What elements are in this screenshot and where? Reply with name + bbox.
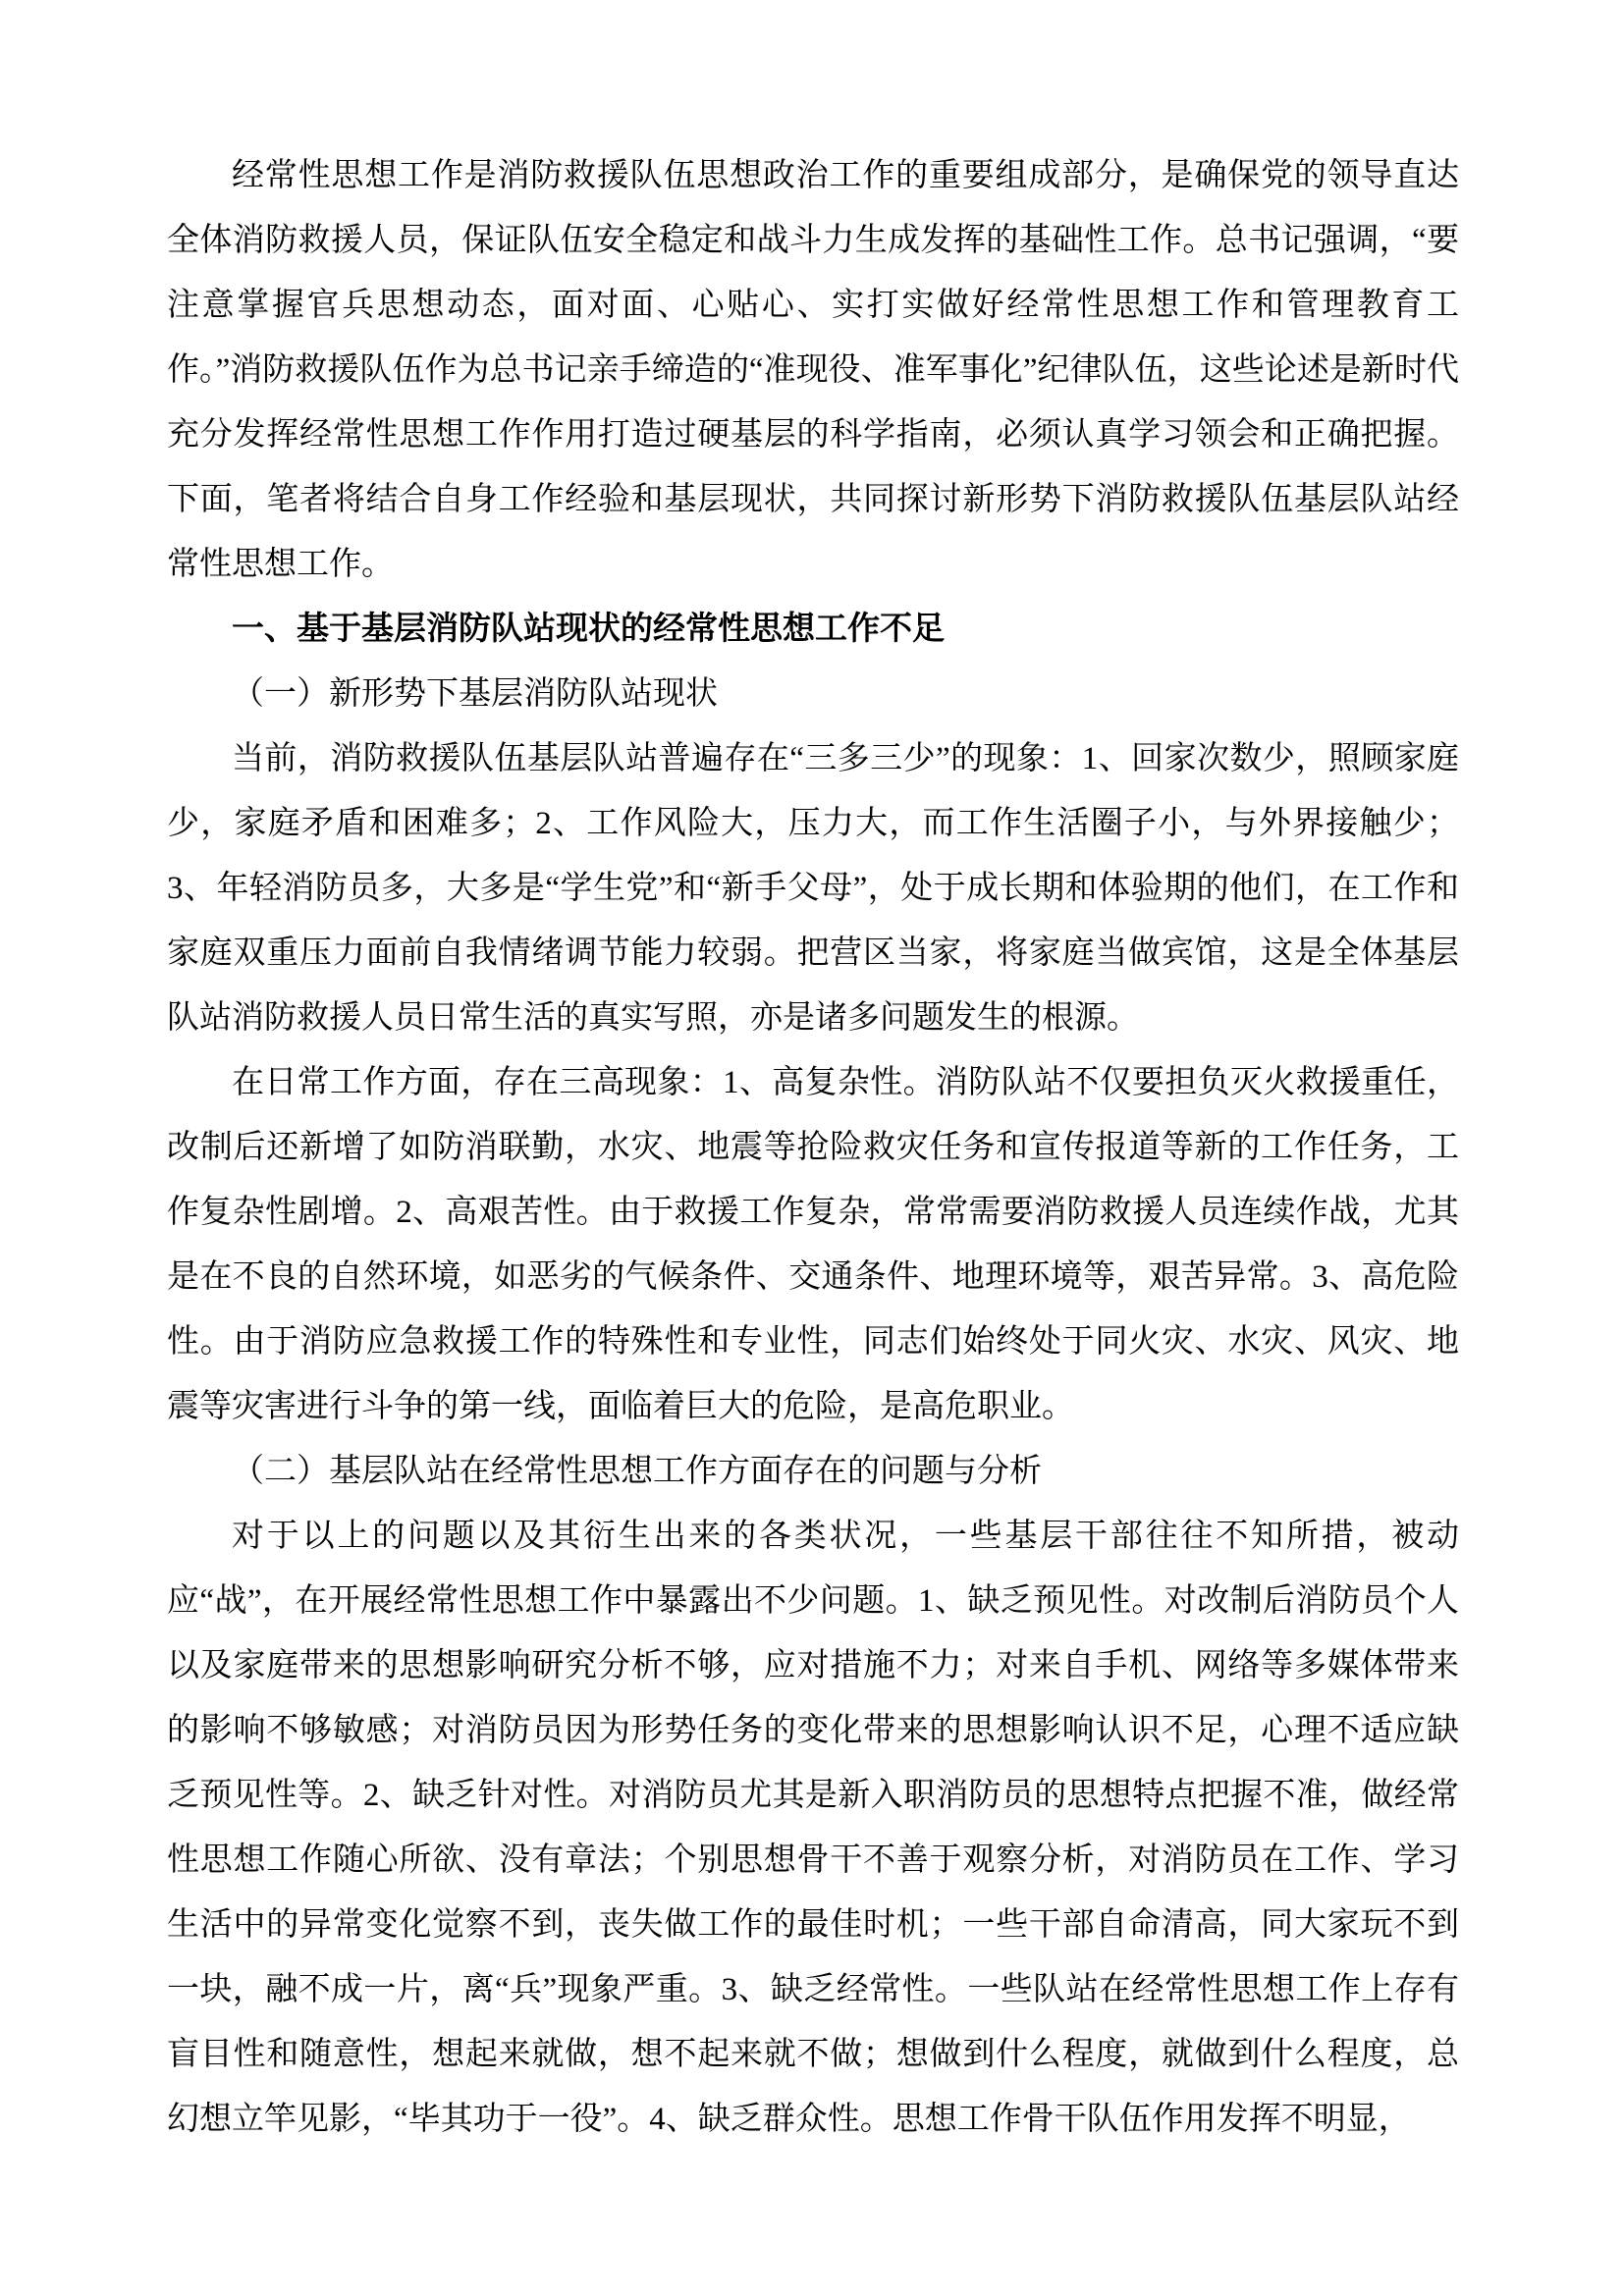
subsection-heading-1-2: （二）基层队站在经常性思想工作方面存在的问题与分析 [232,1454,1042,1489]
paragraph-intro: 经常性思想工作是消防救援队伍思想政治工作的重要组成部分，是确保党的领导直达全体消防救援人员，保证队伍安全稳定和战斗力生成发挥的基础性工作。总书记强调，“要注意掌握官兵思想动态，面对面、心贴心、实打实做好经常性思想工作和管理教育工作。”消防救援队伍作为总书记亲手缔造的“准现役、准军事化”纪律队伍，这些论述是新时代充分发挥经常性思想工作作用打造过硬基层的科学指南，必须认真学习领会和正确把握。下面，笔者将结合自身工作经验和基层现状，共同探讨新形势下消防救援队伍基层队站经常性思想工作。 [167,158,1459,582]
subsection-heading-1-1: （一）新形势下基层消防队站现状 [232,676,718,712]
paragraph-daily-work: 在日常工作方面，存在三高现象：1、高复杂性。消防队站不仅要担负灭火救援重任，改制后还新增了如防消联勤，水灾、地震等抢险救灾任务和宣传报道等新的工作任务，工作复杂性剧增。2、高艰苦性。由于救援工作复杂，常常需要消防救援人员连续作战，尤其是在不良的自然环境，如恶劣的气候条件、交通条件、地理环境等，艰苦异常。3、高危险性。由于消防应急救援工作的特殊性和专业性，同志们始终处于同火灾、水灾、风灾、地震等灾害进行斗争的第一线，面临着巨大的危险，是高危职业。 [167,1065,1459,1424]
paragraph-problems-analysis: 对于以上的问题以及其衍生出来的各类状况，一些基层干部往往不知所措，被动应“战”，在开展经常性思想工作中暴露出不少问题。1、缺乏预见性。对改制后消防员个人以及家庭带来的思想影响研究分析不够，应对措施不力；对来自手机、网络等多媒体带来的影响不够敏感；对消防员因为形势任务的变化带来的思想影响认识不足，心理不适应缺乏预见性等。2、缺乏针对性。对消防员尤其是新入职消防员的思想特点把握不准，做经常性思想工作随心所欲、没有章法；个别思想骨干不善于观察分析，对消防员在工作、学习生活中的异常变化觉察不到，丧失做工作的最佳时机；一些干部自命清高，同大家玩不到一块，融不成一片，离“兵”现象严重。3、缺乏经常性。一些队站在经常性思想工作上存有盲目性和随意性，想起来就做，想不起来就不做；想做到什么程度，就做到什么程度，总幻想立竿见影，“毕其功于一役”。4、缺乏群众性。思想工作骨干队伍作用发挥不明显， [167,1519,1459,2137]
section-heading-1: 一、基于基层消防队站现状的经常性思想工作不足 [232,612,945,647]
paragraph-station-status: 当前，消防救援队伍基层队站普遍存在“三多三少”的现象：1、回家次数少，照顾家庭少，家庭矛盾和困难多；2、工作风险大，压力大，而工作生活圈子小，与外界接触少；3、年轻消防员多，大多是“学生党”和“新手父母”，处于成长期和体验期的他们，在工作和家庭双重压力面前自我情绪调节能力较弱。把营区当家，将家庭当做宾馆，这是全体基层队站消防救援人员日常生活的真实写照，亦是诸多问题发生的根源。 [167,741,1459,1036]
